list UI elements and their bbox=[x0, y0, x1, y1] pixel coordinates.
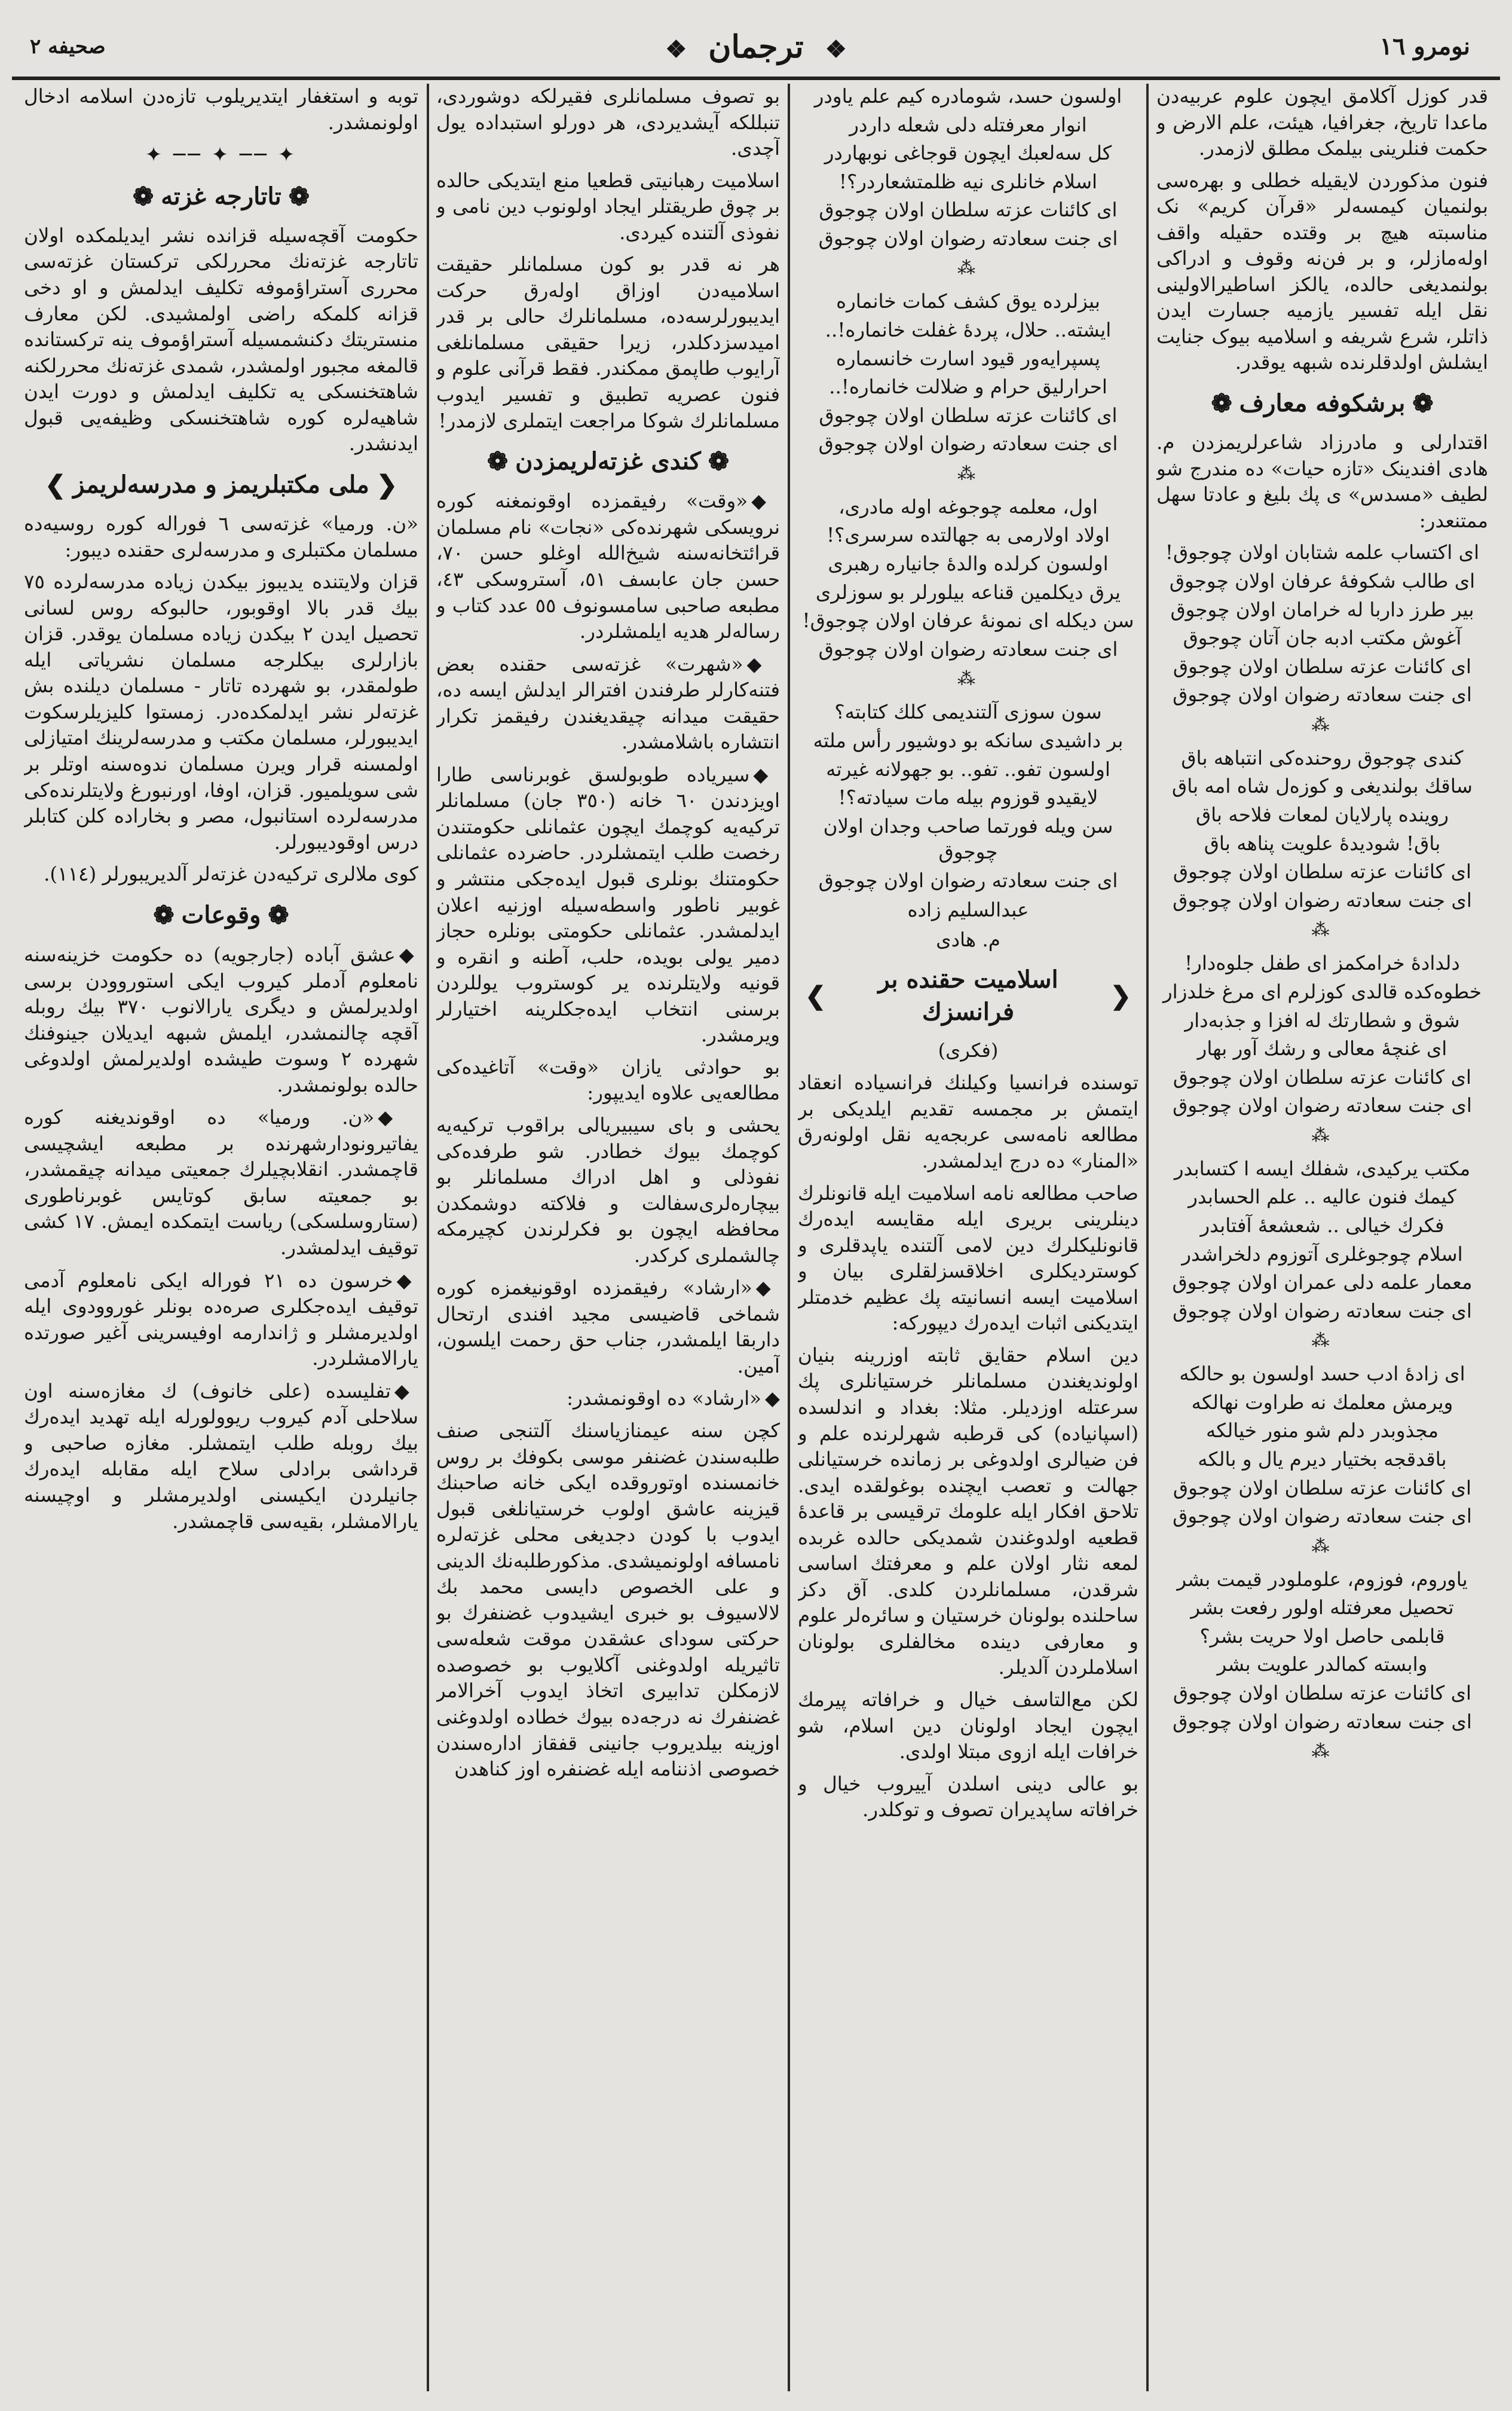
article-text: دین اسلام حقایق ثابته اوزرینه بنیان اولوندیغندن مسلمانلر خرستیانلری پك سرعتله اوزدیلر. مثلا: بغداد و اندلسده (اسپانیاده) کی قرطبه شهرلرنده علم و فن ضیالری اولدوغی بر زمانده خرستیانلی جهالت و تعصب ایچنده بوغولقده ایدی. تلاحق افکار ایله علومك ترقیسی بر قاعدهٔ قطعیه اولدوغندن شمدیکی حالده غربده لمعه نثار اولان علم و معرفتك اساسی شرقدن، مسلمانلردن کلدی. آق دکز ساحلنده بولونان خرستیان و سائره‌لر علوم و معارفی دینده مخالفلری بولونان اسلاملردن آلدیلر. bbox=[798, 1343, 1138, 1679]
top-rule bbox=[12, 77, 1500, 80]
poem-verse: سن دیکله ای نمونهٔ عرفان اولان چوجوق! bbox=[802, 609, 1134, 632]
news-item bbox=[436, 762, 780, 1049]
bullet-icon: ◆ bbox=[394, 1379, 418, 1402]
poem-verse: ای جنت سعادته رضوان اولان چوجوق bbox=[818, 637, 1118, 661]
ornament-icon: ❖ bbox=[665, 35, 687, 63]
author-signature: م. هادی bbox=[936, 928, 1000, 951]
poem-verse: ای کائنات عزته سلطان اولان چوجوق bbox=[1173, 655, 1472, 678]
bullet-icon: ◆ bbox=[746, 652, 780, 676]
masthead bbox=[24, 24, 1488, 78]
ornament-icon: ❁ bbox=[486, 447, 509, 476]
poem-verse: بیزلرده یوق کشف کمات خانماره bbox=[836, 290, 1100, 313]
bullet-icon: ◆ bbox=[755, 1276, 780, 1300]
ornament-icon: ❖ bbox=[825, 35, 847, 63]
heading-text: اسلامیت حقنده بر فرانسزك bbox=[878, 965, 1058, 1026]
article-text: بو عالی دینی اسلدن آییروب خیال و خرافاته ساپدیران تصوف و توکلدر. bbox=[798, 1772, 1138, 1822]
poem-verse: فکرك خیالی .. شعشعهٔ آفتابدر bbox=[1200, 1214, 1444, 1237]
poem-stanza bbox=[1156, 1567, 1488, 1735]
ornament-icon: ❁ bbox=[288, 181, 310, 211]
article-text: کچن سنه عیمنازیاسنك آلتنجی صنف طلبه‌سندن غضنفر موسی بکوفك بر روس خانمسنده اوتوروقده ایکی خانه صاحبنك قیزینه عاشق اولوب خرستیانلغی قبول ایدوب با کودن دجدیغی محلی غزته‌لره نامسافه اولونمیشدی. مذکورطلبه‌نك الدینی و علی الخصوص دایسی محمد بك لالاسیوف بو خبری ایشیدوب غضنفرك بو حرکتی سودای عشقدن موقت شعله‌سی تاثیریله اولدوغنی آکلایوب بو خصوصده لازمکلن تدابیری اتخاذ ایدوب آخرالامر غضنفرك نه درجه‌ده بیوك خطاده اولدوغنی اوزینه بیلدیروب جانینی قفقاز اداره‌سندن خصوصی اذننامه ایله غضنفره اوز کناهدن bbox=[436, 1419, 780, 1781]
news-item bbox=[24, 942, 418, 1098]
poem-verse: ای جنت سعادته رضوان اولان چوجوق bbox=[1173, 1505, 1472, 1528]
poem-verse: ای جنت سعادته رضوان اولان چوجوق bbox=[818, 227, 1118, 250]
news-text: «وقت» رفیقمزده اوقونمغنه کوره نرویسکی شهرنده‌کی «نجات» نام مسلمان قرائتخانه‌سنه شیخ‌الله اوغلو حسن ٧٠، حسن جان عابسف ٥١، آستروسکی ٤٣، مطبعه صاحبی سامسونوف ٥٥ عدد کتاب و رساله‌لر هدیه ایلمشلردر. bbox=[436, 490, 780, 643]
poem-verse: بیر طرز داربا له خرامان اولان چوجوق bbox=[1170, 598, 1474, 621]
poem-verse: سن ویله فورتما صاحب وجدان اولان چوجوق bbox=[823, 814, 1113, 864]
poem-verse: دلدادهٔ خرامکمز ای طفل جلوه‌دار! bbox=[1184, 952, 1460, 975]
bullet-icon: ◆ bbox=[378, 1105, 418, 1129]
news-item bbox=[436, 488, 780, 644]
article-text: «ن. ورمیا» غزته‌سی ٦ فوراله کوره روسیه‌ده مسلمان مکتبلری و مدرسه‌لری حقنده دیبور: bbox=[24, 512, 418, 561]
poem-verse: ای کائنات عزته سلطان اولان چوجوق bbox=[1173, 860, 1472, 884]
stanza-separator: ⁂ bbox=[1311, 714, 1333, 735]
ornament-icon: ❁ bbox=[268, 900, 289, 930]
poem-verse: اولسون تفو.. تفو.. بو جهولانه غیرته bbox=[826, 757, 1110, 781]
poem-stanza bbox=[798, 289, 1138, 457]
poem-verse: بر داشیدی سانکه بو دوشیور رأس ملته bbox=[813, 729, 1124, 752]
ornament-icon: ❯ bbox=[805, 980, 827, 1010]
ornament-icon: ❁ bbox=[1412, 389, 1434, 418]
article-text: بو تصوف مسلمانلری فقیرلکه دوشوردی، تنبللکه آیشدیردی، هر دورلو استبداده یول آچدی. bbox=[436, 85, 780, 160]
poem-verse: باق! شودیدهٔ علویت پناهه باق bbox=[1204, 832, 1441, 855]
poem-verse: اولسون کرلده والدهٔ جانیاره رهبری bbox=[828, 552, 1109, 576]
poem-verse: اولسون حسد، شومادره کیم علم یاودر bbox=[814, 85, 1122, 108]
news-text: «ارشاد» رفیقمزده اوقونیغمزه کوره شماخی قاضیسی مجید افندی ارتحال داربقا ایلمشدر، جناب حق رحمت ایلسون، آمین. bbox=[436, 1276, 780, 1377]
section-heading bbox=[798, 964, 1138, 1028]
news-item bbox=[24, 1378, 418, 1535]
poem-stanza bbox=[1156, 745, 1488, 913]
article-text: قدر کوزل آکلامق ایچون علوم عربیه‌دن ماعدا تاریخ، جغرافیا، هیئت، علم الارض و حکمت فنلرینی بیلمک مطلق لازمدر. bbox=[1156, 85, 1488, 160]
poem-stanza bbox=[1156, 951, 1488, 1119]
ornament-icon: ❮ bbox=[1110, 980, 1131, 1010]
news-item bbox=[24, 1104, 418, 1261]
poem-verse: اسلام چوجوغلری آتوزوم دلخراشدر bbox=[1182, 1242, 1463, 1266]
poem-verse: ای طالب شکوفهٔ عرفان اولان چوجوق bbox=[1169, 570, 1476, 593]
article-text: صاحب مطالعه نامه اسلامیت ایله قانونلرك دینلرینی بریری ایله مقایسه ایده‌رك قانونلیکلرك دین لامی آلتنده یاپدقلری و کوستردیکلری اخلاقسزلقلری بیان و اسلامیت ایسه انسانیته پك عظیم خدمتلر ایتدیکنی اثبات ایده‌رك دیپورکه: bbox=[798, 1181, 1138, 1335]
ornament-icon: ❁ bbox=[132, 181, 154, 211]
poem-stanza bbox=[798, 494, 1138, 662]
news-text: خرسون ده ٢١ فوراله ایکی نامعلوم آدمی توقیف ایده‌جکلری صره‌ده بونلر غوروودوی ایله اولدیرمشلر و ژاندارمه اوفیسرینی آغیر صورتده یارالامشلردر. bbox=[24, 1269, 418, 1370]
poem-verse: خطوه‌کده قالدی کوزلرم ای مرغ خلدزار bbox=[1162, 980, 1482, 1003]
poem-verse: یاوروم، فوزوم، علوملودر قیمت بشر bbox=[1177, 1567, 1468, 1591]
poem-stanza bbox=[1156, 1156, 1488, 1324]
section-heading bbox=[24, 468, 418, 502]
poem-verse: ای کائنات عزته سلطان اولان چوجوق bbox=[1173, 1065, 1472, 1089]
section-subheading: (فکری) bbox=[938, 1038, 999, 1062]
poem-verse: شوق و شطارتك له‌ افزا و جذبه‌دار bbox=[1184, 1009, 1460, 1032]
column-3 bbox=[436, 84, 780, 2391]
bullet-icon: ◆ bbox=[751, 489, 780, 513]
news-text: «ارشاد» ده اوقونمشدر: bbox=[567, 1387, 761, 1410]
ornament-icon: ❮ bbox=[376, 469, 398, 499]
section-heading bbox=[24, 180, 418, 213]
author-signature: عبدالسلیم زاده bbox=[907, 899, 1029, 922]
article-text: یحشی و بای سیبیریالی براقوب ترکیه‌یه کوچمك بیوك خطادر. شو طرفده‌کی نفوذلی و اهل ادراك مسلمانلر بو بیچاره‌لری‌سفالت و فلاکته دوشمکدن محافظه ایچون بو فکرلرندن کچیرمکه چالشملری کرکدر. bbox=[436, 1113, 780, 1267]
poem-verse: وابسته کمالدر علویت بشر bbox=[1217, 1653, 1428, 1676]
column-2 bbox=[798, 84, 1138, 2391]
column-rule bbox=[1146, 84, 1149, 2391]
section-heading bbox=[1156, 387, 1488, 420]
stanza-separator: ⁂ bbox=[1311, 919, 1333, 941]
poem-verse: انوار معرفتله دلی شعله داردر bbox=[849, 113, 1087, 136]
heading-text: ملی مکتبلریمز و مدرسه‌لریمز bbox=[73, 470, 369, 499]
stanza-separator: ⁂ bbox=[1311, 1330, 1333, 1352]
article-text: هر نه قدر بو کون مسلمانلر حقیقت اسلامیه‌دن اوزاق اوله‌رق حرکت ایدیبورلرسه‌ده، مسلمانلرك حالی بر قدر امیدسزدکلدر، زیرا حقیقی مسلمانلغی آرایوب طاپمق ممکندر. فقط قرآنی علوم و فنون عصریه تطبیق و تفسیر ایدوب مسلمانلرك شوکا مراجعت ایتملری لازمدر! bbox=[436, 253, 780, 432]
poem-verse: مکتب یرکیدی، شفلك ایسه ا کتسابدر bbox=[1174, 1157, 1471, 1180]
news-text: عشق آباده (جارجویه) ده حکومت خزینه‌سنه نامعلوم آدملر کیروب ایکی استوروودن برسی اولدیرلمش و دیگری یارالانوب ٣٧٠ بیك روبله آقچه چالنمشدر، ایلمش شبهه ایدیلان جینوفنك شهرده ٢ وسوت طیشده اولدیرلمش اولدوغی حالده بولونمشدر. bbox=[24, 943, 418, 1096]
poem-verse: روینده پارلایان لمعات فلاحه باق bbox=[1195, 803, 1449, 827]
poem-verse: ای جنت سعادته رضوان اولان چوجوق bbox=[1173, 888, 1472, 912]
poem-verse: ای کائنات عزته سلطان اولان چوجوق bbox=[1173, 1476, 1472, 1499]
news-text: «ن. ورمیا» ده اوقوندیغنه کوره یفاتیرونودارشهرنده بر مطبعه ایشچیسی قاچمشدر. انقلابچیلرك جمعیتی میدانه چیقمشدر، بو جمعیته سابق کوتایس غوبرناطوری (ستاروسلسکی) ریاست ایتمکده ایمش. ١٧ کشی توقیف ایدلمشدر. bbox=[24, 1106, 418, 1260]
heading-text: برشکوفه معارف bbox=[1239, 389, 1406, 418]
poem-verse: معمار علمه دلی عمران اولان چوجوق bbox=[1172, 1271, 1473, 1294]
news-item bbox=[24, 1267, 418, 1372]
column-rule bbox=[788, 84, 790, 2391]
poem-verse: مجذوبدر دلم شو منور خیالکه bbox=[1205, 1419, 1439, 1443]
poem-verse: ایشته.. حلال، پردهٔ غفلت خانماره!.. bbox=[825, 319, 1112, 342]
poem-verse: اولاد اولارمی به جهالتده سرسری؟! bbox=[827, 524, 1110, 547]
stanza-separator: ⁂ bbox=[957, 668, 979, 690]
poem-verse: پسپرایه‌ور قیود اسارت خانسماره bbox=[835, 347, 1101, 370]
poem-verse: ای اکتساب علمه شتابان اولان چوجوق! bbox=[1165, 541, 1480, 564]
poem-verse: سون سوزی آلتندیمی کلك کتابته؟ bbox=[834, 701, 1102, 724]
newspaper-title bbox=[24, 29, 1488, 65]
divider-ornament: ✦ ── ✦ ── ✦ bbox=[145, 143, 298, 167]
stanza-separator: ⁂ bbox=[1311, 1535, 1333, 1557]
news-text: تفلیسده (علی خانوف) ك مغازه‌سنه اون سلاحلی آدم کیروب ریوولورله ایله تهدید ایده‌رك بیك روبله طلب ایتمشلر. مغازه صاحبی و قرداشی برادلی سلاح ایله مقابله ایده‌رك جانیلردن ایکیسنی اولدیرمشلر و اوچیسنه یارالامشلر، بقیه‌سی قاچمشدر. bbox=[24, 1379, 418, 1533]
poem-verse: اسلام خانلری نیه ظلمتشعاردر؟! bbox=[838, 170, 1098, 193]
poem-verse: تحصیل معرفتله اولور رفعت بشر bbox=[1190, 1596, 1454, 1619]
poem-verse: ای زادهٔ ادب حسد اولسون بو حالکه bbox=[1179, 1362, 1465, 1386]
stanza-separator: ⁂ bbox=[957, 463, 979, 484]
issue-number: نومرو ١٦ bbox=[1379, 32, 1470, 60]
poem-verse: لایقیدو قوزوم بیله مات سیادته؟! bbox=[838, 786, 1098, 809]
poem-stanza bbox=[798, 699, 1138, 894]
poem-stanza bbox=[798, 84, 1138, 252]
stanza-separator: ⁂ bbox=[957, 258, 979, 279]
poem-verse: احرارلیق حرام و ضلالت خانماره!.. bbox=[829, 375, 1107, 399]
article-text: توبه و استغفار ایتدیریلوب تازه‌دن اسلامه ادخال اولونمشدر. bbox=[24, 85, 418, 134]
poem-verse: ای جنت سعادته رضوان اولان چوجوق bbox=[818, 432, 1118, 456]
article-text: کوی ملالری ترکیه‌دن غزته‌لر آلدیریبورلر (١١٤). bbox=[44, 863, 418, 886]
poem-verse: ای کائنات عزته سلطان اولان چوجوق bbox=[1173, 1682, 1472, 1704]
poem-verse: ساقك بولندیغی و کوزه‌ل شاه امه باق bbox=[1172, 775, 1473, 798]
ornament-icon: ❯ bbox=[44, 469, 66, 499]
news-text: سیریاده طوبولسق غوبرناسی طارا اویزدندن ٦٠ خانه (٣٥٠ جان) مسلمانلر ترکیه‌یه کوچمك ایچون عثمانلی حکومتندن رخصت طلب ایتمشلردر. حاضرده عثمانلی حکومتنك بونلری قبول ایده‌جکی منتشر و غوبیر ناطور واسطه‌سیله اوزنیه اعلان ایدلمشدر. عثمانلی حکومتی بونلره حجاز دمیر یولی بویده، حلب، آطنه و انقره و قونیه ولایتلرنده یر کوستروب یوللردن برسنی انتخاب ایده‌جکلرینه اختیارلر ویرمشدر. bbox=[436, 763, 780, 1047]
ornament-icon: ❁ bbox=[708, 447, 730, 476]
poem-stanza bbox=[1156, 1361, 1488, 1529]
stanza-separator: ⁂ bbox=[1311, 1124, 1333, 1146]
poem-verse: آغوش مکتب ادبه جان آتان چوجوق bbox=[1183, 627, 1462, 650]
section-heading bbox=[436, 445, 780, 478]
poem-stanza bbox=[1156, 540, 1488, 708]
news-item bbox=[436, 651, 780, 756]
page-number: صحیفه ٢ bbox=[30, 35, 106, 59]
poem-verse: ای جنت سعادته رضوان اولان چوجوق bbox=[1173, 1094, 1472, 1117]
heading-text: تاتارجه غزته bbox=[161, 182, 281, 210]
poem-verse: ای کائنات عزته سلطان اولان چوجوق bbox=[819, 404, 1118, 427]
bullet-icon: ◆ bbox=[753, 762, 780, 786]
title-text: ترجمان bbox=[708, 29, 804, 65]
poem-verse: اول، معلمه چوجوغه اوله مادری، bbox=[838, 495, 1098, 518]
column-4 bbox=[24, 84, 418, 2391]
article-text: قزان ولایتنده یدیبوز بیکدن زیاده مدرسه‌لرده ٧٥ بیك قدر بالا اوقوبور، حالبوکه روس لسانی تحصیل ایدن ٢ بیکدن زیاده مسلمان یوقدر. قزان بازارلری بیکلرجه مسلمان نشریاتی ایله طولمقدر، بو شهرده تاتار - مسلمان دیلنده بش غزته‌لر نشر ایدلمکده‌در. زمستوا کلیزیلرسکوت ایدیبورلر، مسلمان مکتب و مدرسه‌لرینك امتیازلی اولمسنه قرار ویرن مسلمان ندوه‌سنه اوتلر بر شی سویلمیور. قزان، اوفا، اورنبورغ ولایتلرنده‌کی مدرسه‌لرده استانبول، مصر و بخاراده کلن کتابلر درس اوقودیبورلر. bbox=[24, 570, 418, 854]
poem-verse: ای جنت سعادته رضوان اولان چوجوق bbox=[1173, 1299, 1472, 1322]
poem-verse: کل سه‌لعبك ایچون قوجاغی نوبهاردر bbox=[824, 142, 1112, 165]
poem-verse: ای جنت سعادته رضوان اولان چوجوق bbox=[818, 869, 1118, 892]
poem-verse: کندی چوجوق روحنده‌کی انتباهه باق bbox=[1181, 746, 1464, 769]
poem-verse: کیمك فنون عالیه .. علم الحسابدر bbox=[1188, 1185, 1456, 1209]
column-rule bbox=[427, 84, 429, 2391]
bullet-icon: ◆ bbox=[396, 1268, 418, 1292]
section-heading bbox=[24, 899, 418, 932]
poem-verse: یرق دیکلمین قناعه بیلورلر بو سوزلری bbox=[815, 580, 1121, 604]
ornament-icon: ❁ bbox=[153, 900, 175, 930]
stanza-separator: ⁂ bbox=[1311, 1741, 1333, 1762]
poem-verse: ویرمش معلمك نه طراوت نهالکه bbox=[1191, 1391, 1453, 1414]
article-text: توسنده فرانسیا وکیلنك فرانسیاده انعقاد ایتمش بر مجمسه تقدیم ایلدیکی بر مطالعه نامه‌سی عربجه‌یه نقل اولونه‌رق «المنار» ده درج ایدلمشدر. bbox=[798, 1071, 1138, 1173]
poem-verse: ای جنت سعادته رضوان اولان چوجوق bbox=[1173, 683, 1472, 707]
bullet-icon: ◆ bbox=[399, 943, 418, 967]
article-text: بو حوادثی یازان «وقت» آتاغیده‌کی مطالعه‌یی علاوه ایدیپور: bbox=[436, 1055, 780, 1105]
article-text: لکن مع‌التاسف خیال و خرافاته پیرمك ایچون ایجاد اولونان دین اسلام، شو خرافات ایله ازوی مبتلا اولدی. bbox=[798, 1688, 1138, 1764]
heading-text: کندی غزته‌لریمزدن bbox=[515, 447, 701, 476]
poem-verse: باقدقجه بختیار دیرم یال و بالکه bbox=[1198, 1447, 1447, 1471]
column-1 bbox=[1156, 84, 1488, 2391]
ornament-icon: ❁ bbox=[1211, 389, 1232, 418]
poem-verse: ای غنچهٔ معالی و رشك آور بهار bbox=[1197, 1037, 1447, 1061]
article-text: فنون مذکوردن لایقیله خطلی و بهره‌سی بولنمیان کیمسه‌لر «قرآن کریم» نک مناسبته هیچ بر وقتده حقیله واقف اوله‌مازلر، و بر فن‌نه وقوف و ادراکی بولنمدیغی حالده، یالکز اساطیرالاولینی نقل ایله تفسیر یازمیه جسارت ایدن ذاتلر، شرع شریفه و اسلامیه بیوک جنایت ایشلش اولدقلرنده شبهه یوقدر. bbox=[1156, 169, 1488, 374]
article-text: اقتدارلی و مادرزاد شاعرلریمزدن م. هادی افندینک «تازه حیات» ده مندرج شو لطیف «مسدس» ی پك بلیغ و عادتا سهل ممتنعدر: bbox=[1156, 431, 1488, 532]
heading-text: وقوعات bbox=[181, 901, 261, 930]
news-text: «شهرت» غزته‌سی حقنده بعض فتنه‌کارلر طرفندن افترالر ایدلش ایسه ده، حقیقت میدانه چیقدیغندن رفیقمز تکرار انتشاره باشلامشدر. bbox=[436, 652, 780, 754]
poem-verse: قابلمی حاصل اولا حریت بشر؟ bbox=[1199, 1624, 1445, 1648]
article-text: اسلامیت رهبانیتی قطعیا منع ایتدیکی حالده بر چوق طریقتلر ایجاد اولونوب دین نامی و نفوذی آلتنده کیردی. bbox=[436, 169, 780, 244]
news-item bbox=[436, 1275, 780, 1379]
article-text: حکومت آقچه‌سیله قزانده نشر ایدیلمکده اولان تاتارجه غزته‌نك محررلکی ترکستان غزته‌سی محرری آستراؤموفه تکلیف ایدلمش و او دخی قزانه کلمکه راضی اولمشیدی. لکن معارف منستریتك دکنشمسیله آستراؤموف ینه ترکستانده قالمغه مجبور اولمشدر، شمدی غزته‌نك محررلکنه شاهتخنسکی یه تکلیف ایدلمش و دورت ایدن شاهیه‌لره کوره شاهتخنسکی وظیفه‌یی قبول ایدنشدر. bbox=[24, 224, 418, 456]
poem-verse: ای کائنات عزته سلطان اولان چوجوق bbox=[819, 198, 1118, 222]
news-item bbox=[436, 1385, 780, 1412]
bullet-icon: ◆ bbox=[765, 1386, 780, 1410]
poem-verse: ای جنت سعادته رضوان اولان چوجوق bbox=[1173, 1710, 1472, 1733]
